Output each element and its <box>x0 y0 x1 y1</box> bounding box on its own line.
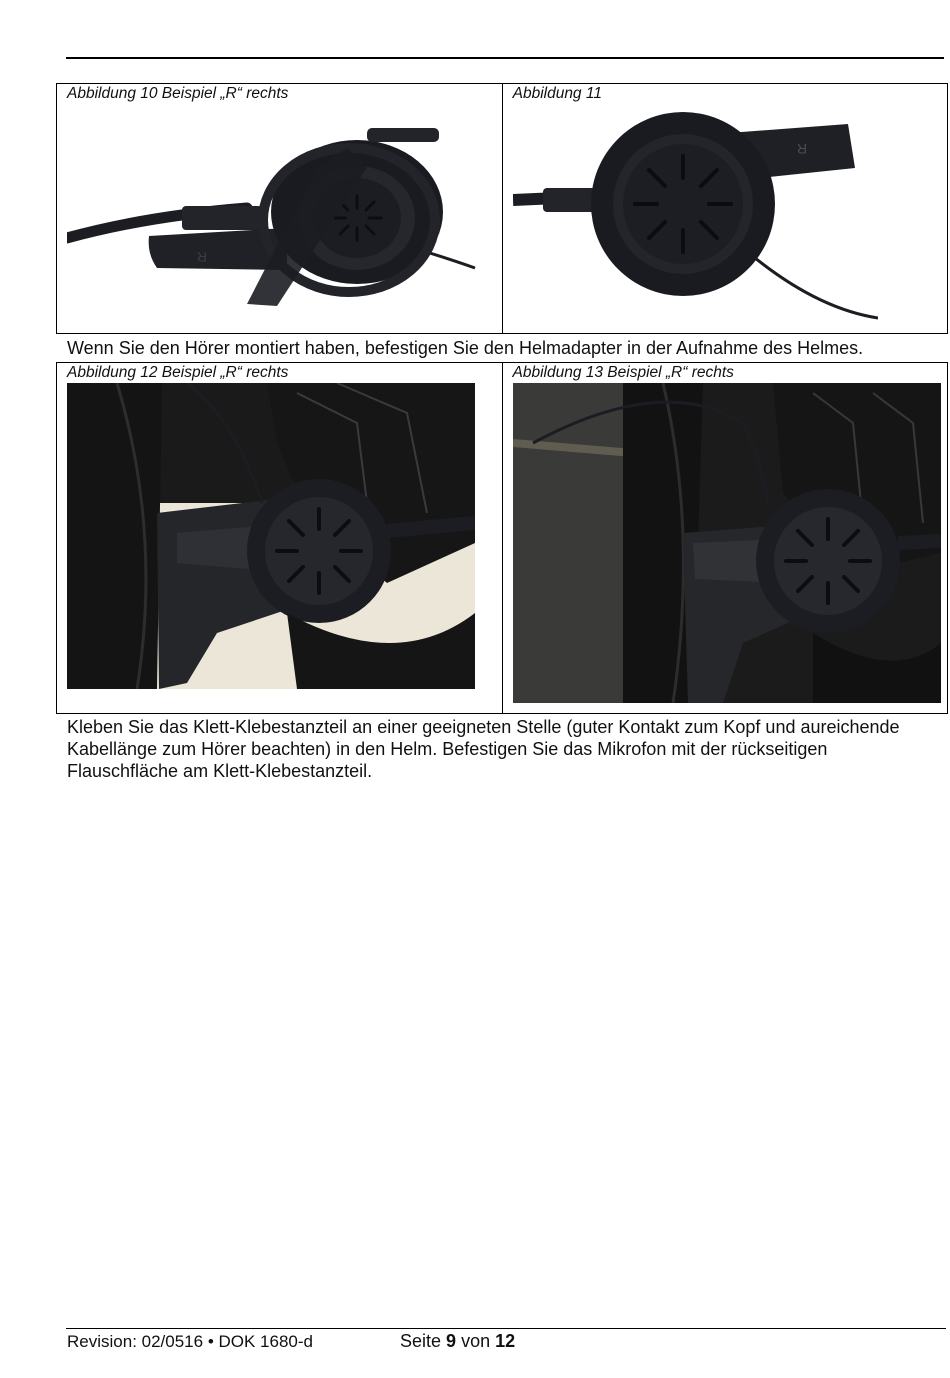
figure-caption: Abbildung 13 Beispiel „R“ rechts <box>512 364 734 381</box>
figure-cell-13 <box>502 363 948 714</box>
footer-page-number <box>400 1331 515 1352</box>
footer-revision: Revision: 02/0516 • DOK 1680-d <box>67 1332 313 1351</box>
total-pages: 12 <box>495 1331 516 1351</box>
svg-text:R: R <box>796 141 807 157</box>
page-of-label: von <box>461 1331 491 1351</box>
figure-table-2 <box>56 362 948 714</box>
footer-rule <box>66 1328 946 1329</box>
figure-cell-12 <box>57 363 503 714</box>
figure-caption: Abbildung 10 Beispiel „R“ rechts <box>67 85 289 102</box>
helmet-mount-photo-13 <box>513 383 941 703</box>
earpiece-front-photo <box>513 108 878 330</box>
current-page: 9 <box>446 1331 457 1351</box>
figure-caption: Abbildung 12 Beispiel „R“ rechts <box>67 364 289 381</box>
header-rule <box>66 57 944 59</box>
instruction-paragraph-1: Wenn Sie den Hörer montiert haben, befestigen Sie den Helmadapter in der Aufnahme des Helmes. <box>67 338 864 358</box>
svg-text:R: R <box>196 249 207 265</box>
earpiece-side-photo <box>67 108 477 308</box>
figure-caption: Abbildung 11 <box>512 85 602 102</box>
instruction-paragraph-2: Kleben Sie das Klett-Klebestanzteil an einer geeigneten Stelle (guter Kontakt zum Kopf und aureichende Kabellänge zum Hörer beachten) in den Helm. Befestigen Sie das Mikrofon mit der rückseitigen Flauschfläche am Klett-Klebestanzteil. <box>67 717 900 781</box>
figure-table-1 <box>56 83 948 334</box>
page-label: Seite <box>400 1331 442 1351</box>
figure-cell-10 <box>57 84 503 334</box>
figure-cell-11 <box>502 84 947 334</box>
helmet-mount-photo-12 <box>67 383 475 689</box>
